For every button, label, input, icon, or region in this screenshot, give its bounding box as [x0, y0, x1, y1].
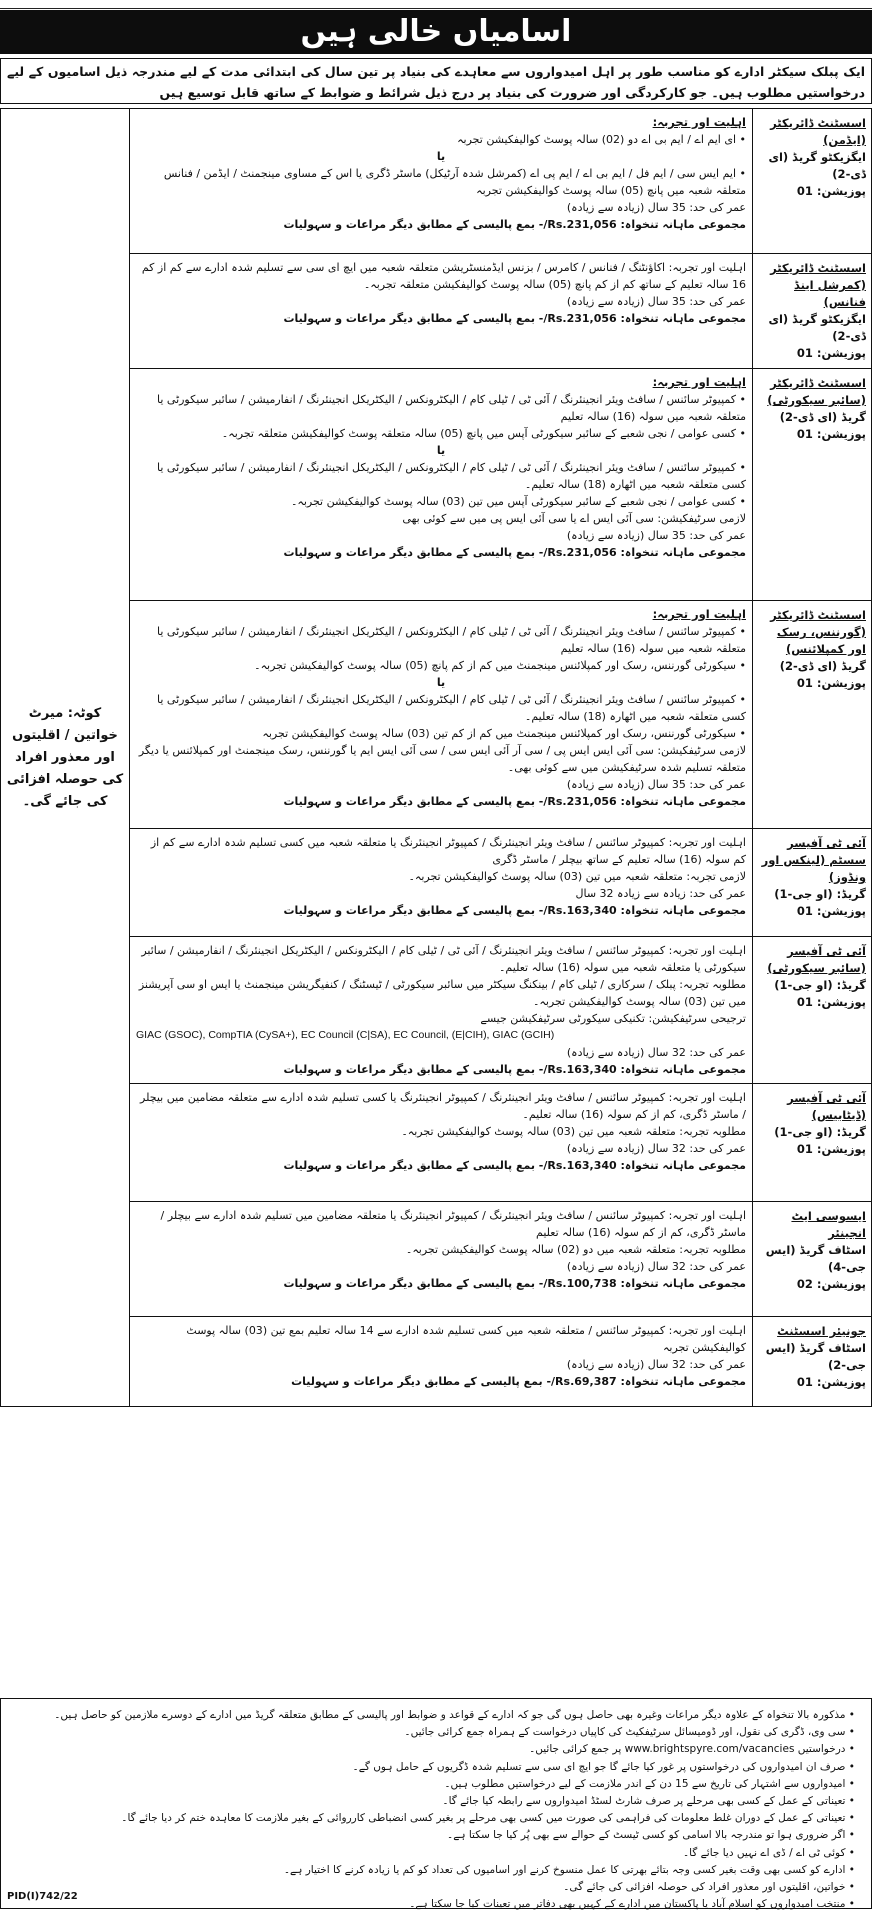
requirement-line: اہلیت اور تجربہ: کمپیوٹر سائنس / سافٹ ویئر انجینئرنگ / کمپیوٹر انجینئرنگ یا متعلقہ مضامین میں تسلیم شدہ ادارے سے بیچلر / ماسٹر ڈگری، کم از کم سولہ (16) سالہ تعلیم [160, 1209, 746, 1239]
quota-title: کوٹہ: میرٹ [28, 705, 102, 721]
note-item: • تعیناتی کے عمل کے کسی بھی مرحلے پر صرف شارٹ لسٹڈ امیدواروں سے رابطہ کیا جائے گا۔ [11, 1793, 855, 1810]
post-positions: پوزیشن: 02 [796, 1277, 866, 1291]
qualification-heading: اہلیت اور تجربہ: [652, 375, 746, 389]
post-title: اسسٹنٹ ڈائریکٹر (ایڈمن) [770, 116, 866, 147]
post-title: اسسٹنٹ ڈائریکٹر (گورننس، رسک اور کمپلائنس) [770, 608, 866, 656]
job-row [1, 829, 872, 937]
requirement-line: عمر کی حد: 35 سال (زیادہ سے زیادہ) [566, 295, 746, 308]
post-cell [753, 254, 872, 369]
qualification-heading: اہلیت اور تجربہ: [652, 607, 746, 621]
post-positions: پوزیشن: 01 [796, 904, 866, 918]
notes-list [1, 1699, 871, 1913]
requirement-line: اہلیت اور تجربہ: اکاؤنٹنگ / فنانس / کامرس / بزنس ایڈمنسٹریشن متعلقہ شعبہ میں ایچ ای سی سے تسلیم شدہ ادارے سے کم از کم 16 سالہ تعلیم کے ساتھ کم از کم پانچ (05) سالہ پوسٹ کوالیفکیشن متعلقہ تجربہ۔ [141, 261, 746, 291]
job-details-cell [130, 937, 753, 1084]
salary-line: مجموعی ماہانہ تنخواہ: Rs.163,340/- بمع پالیسی کے مطابق دیگر مراعات و سہولیات [283, 1159, 746, 1172]
requirement-line: • کمپیوٹر سائنس / سافٹ ویئر انجینئرنگ / آئی ٹی / ٹیلی کام / الیکٹرونکس / الیکٹریکل انجینئرنگ / انفارمیشن / سائبر سیکورٹی یا کسی متعلقہ شعبہ میں اٹھارہ (18) سالہ تعلیم۔ [156, 693, 746, 723]
job-details-cell [130, 601, 753, 829]
requirement-line: اہلیت اور تجربہ: کمپیوٹر سائنس / سافٹ ویئر انجینئرنگ / کمپیوٹر انجینئرنگ یا متعلقہ شعبہ میں کسی تسلیم شدہ ادارے سے کم از کم سولہ (16) سالہ تعلیم کے ساتھ بیچلر / ماسٹر ڈگری [150, 836, 746, 866]
or-separator: یا [436, 444, 446, 457]
post-positions: پوزیشن: 01 [796, 1142, 866, 1156]
requirement-line: عمر کی حد: 32 سال (زیادہ سے زیادہ) [566, 1046, 746, 1059]
requirement-line: عمر کی حد: 32 سال (زیادہ سے زیادہ) [566, 1358, 746, 1371]
post-title: آئی ٹی آفیسر (ڈیٹابیس) [787, 1091, 866, 1122]
requirement-line: عمر کی حد: 35 سال (زیادہ سے زیادہ) [566, 529, 746, 542]
requirement-line: عمر کی حد: 35 سال (زیادہ سے زیادہ) [566, 201, 746, 214]
post-grade: گریڈ: (او جی-1) [774, 1125, 866, 1139]
salary-line: مجموعی ماہانہ تنخواہ: Rs.69,387/- بمع پالیسی کے مطابق دیگر مراعات و سہولیات [291, 1375, 746, 1388]
notes-box [0, 1698, 872, 1909]
requirement-line: مطلوبہ تجربہ: متعلقہ شعبہ میں تین (03) سالہ پوسٹ کوالیفکیشن تجربہ۔ [401, 1125, 746, 1138]
post-grade: اسٹاف گریڈ (ایس جی-2) [765, 1341, 866, 1372]
requirement-line: لازمی تجربہ: متعلقہ شعبہ میں تین (03) سالہ پوسٹ کوالیفکیشن تجربہ۔ [408, 870, 746, 883]
post-grade: گریڈ: (او جی-1) [774, 887, 866, 901]
job-details-cell [130, 829, 753, 937]
job-row [1, 1317, 872, 1407]
note-item: • خواتین، اقلیتوں اور معذور افراد کی حوصلہ افزائی کی جائے گی۔ [11, 1879, 855, 1896]
requirement-line: اہلیت اور تجربہ: کمپیوٹر سائنس / متعلقہ شعبہ میں کسی تسلیم شدہ ادارے سے 14 سالہ تعلیم بمع تین (03) سالہ پوسٹ کوالیفکیشن تجربہ [186, 1324, 746, 1354]
post-cell [753, 1202, 872, 1317]
note-item: • سی وی، ڈگری کی نقول، اور ڈومیسائل سرٹیفکیٹ کی کاپیاں درخواست کے ہمراہ جمع کرائی جائیں۔ [11, 1724, 855, 1741]
salary-line: مجموعی ماہانہ تنخواہ: Rs.163,340/- بمع پالیسی کے مطابق دیگر مراعات و سہولیات [283, 1063, 746, 1076]
post-positions: پوزیشن: 01 [796, 427, 866, 441]
requirement-line: عمر کی حد: زیادہ سے زیادہ 32 سال [575, 887, 746, 900]
salary-line: مجموعی ماہانہ تنخواہ: Rs.231,056/- بمع پالیسی کے مطابق دیگر مراعات و سہولیات [283, 546, 746, 559]
salary-line: مجموعی ماہانہ تنخواہ: Rs.231,056/- بمع پالیسی کے مطابق دیگر مراعات و سہولیات [283, 795, 746, 808]
requirement-line: • کمپیوٹر سائنس / سافٹ ویئر انجینئرنگ / آئی ٹی / ٹیلی کام / الیکٹرونکس / الیکٹریکل انجینئرنگ / انفارمیشن / سائبر سیکورٹی یا متعلقہ شعبہ میں سولہ (16) سالہ تعلیم [156, 393, 746, 423]
requirement-line: • سیکورٹی گورننس، رسک اور کمپلائنس مینجمنٹ میں کم از کم تین (03) سالہ پوسٹ کوالیفکیشن تجربہ [262, 727, 746, 740]
post-cell [753, 1084, 872, 1202]
job-row [1, 601, 872, 829]
post-positions: پوزیشن: 01 [796, 995, 866, 1009]
post-title: اسسٹنٹ ڈائریکٹر (سائبر سیکورٹی) [767, 376, 866, 407]
requirement-line: لازمی سرٹیفکیشن: سی آئی ایس ایس پی / سی آر آئی ایس سی / سی آئی ایس ایم یا گورننس، رسک مینجمنٹ اور کمپلائنس یا دیگر متعلقہ تسلیم شدہ سرٹیفکیشن میں سے کوئی بھی۔ [138, 744, 746, 774]
post-positions: پوزیشن: 01 [796, 676, 866, 690]
note-item: • ادارے کو کسی بھی وقت بغیر کسی وجہ بتائے بھرتی کا عمل منسوخ کرنے اور اسامیوں کی تعداد کو کم یا زیادہ کرنے کا اختیار ہے۔ [11, 1862, 855, 1879]
job-row [1, 109, 872, 254]
job-details-cell [130, 1084, 753, 1202]
requirement-line: عمر کی حد: 32 سال (زیادہ سے زیادہ) [566, 1260, 746, 1273]
requirement-line: • کسی عوامی / نجی شعبے کے سائبر سیکورٹی آپس میں تین (03) سالہ پوسٹ کوالیفکیشن تجربہ۔ [290, 495, 746, 508]
post-grade: ایگزیکٹو گریڈ (ای ڈی-2) [768, 312, 866, 343]
job-details-cell [130, 1317, 753, 1407]
note-item: • منتخب امیدواروں کو اسلام آباد یا پاکستان میں ادارے کے کہیں بھی دفاتر میں تعینات کیا جا سکتا ہے۔ [11, 1896, 855, 1913]
quota-cell [1, 109, 130, 1407]
publication-id: PID(I)742/22 [7, 1891, 78, 1902]
note-item: • مذکورہ بالا تنخواہ کے علاوہ دیگر مراعات وغیرہ بھی حاصل ہوں گی جو کہ ادارے کے قواعد و ضوابط اور پالیسی کے مطابق متعلقہ گریڈ میں ادارے کے دوسرے ملازمین کو حاصل ہیں۔ [11, 1707, 855, 1724]
qualification-heading: اہلیت اور تجربہ: [652, 115, 746, 129]
post-cell [753, 829, 872, 937]
salary-line: مجموعی ماہانہ تنخواہ: Rs.100,738/- بمع پالیسی کے مطابق دیگر مراعات و سہولیات [283, 1277, 746, 1290]
job-row [1, 254, 872, 369]
post-grade: گریڈ (ای ڈی-2) [779, 410, 866, 424]
post-grade: گریڈ: (او جی-1) [774, 978, 866, 992]
job-row [1, 1202, 872, 1317]
post-positions: پوزیشن: 01 [796, 346, 866, 360]
post-cell [753, 937, 872, 1084]
note-item: • کوئی ٹی اے / ڈی اے نہیں دیا جائے گا۔ [11, 1845, 855, 1862]
post-title: آئی ٹی آفیسر سسٹم (لینکس اور ونڈوز) [761, 836, 866, 884]
requirement-line: • ای ایم اے / ایم بی اے دو (02) سالہ پوسٹ کوالیفکیشن تجربہ [457, 133, 746, 146]
certification-list: GIAC (GSOC), CompTIA (CySA+), EC Council (C|SA), EC Council, (E|CIH), GIAC (GCIH) [136, 1029, 555, 1041]
requirement-line: مطلوبہ تجربہ: پبلک / سرکاری / ٹیلی کام / بینکنگ سیکٹر میں سائبر سیکورٹی / ٹیسٹنگ / کنفیگریشن مینجمنٹ یا ایس او سی آپریشنز میں تین (03) سالہ پوسٹ کوالیفکیشن تجربہ۔ [138, 978, 746, 1008]
post-cell [753, 109, 872, 254]
requirement-line: عمر کی حد: 35 سال (زیادہ سے زیادہ) [566, 778, 746, 791]
requirement-line: اہلیت اور تجربہ: کمپیوٹر سائنس / سافٹ ویئر انجینئرنگ / کمپیوٹر انجینئرنگ یا کسی تسلیم شدہ ادارے سے متعلقہ مضامین میں بیچلر / ماسٹر ڈگری، کم از کم سولہ (16) سالہ تعلیم۔ [140, 1091, 746, 1121]
note-item: • امیدواروں سے اشتہار کی تاریخ سے 15 دن کے اندر ملازمت کے لیے درخواستیں مطلوب ہیں۔ [11, 1776, 855, 1793]
job-details-cell [130, 254, 753, 369]
post-cell [753, 1317, 872, 1407]
requirement-line: • سیکورٹی گورننس، رسک اور کمپلائنس مینجمنٹ میں کم از کم پانچ (05) سالہ پوسٹ کوالیفکیشن تجربہ۔ [254, 659, 746, 672]
requirement-line: • کمپیوٹر سائنس / سافٹ ویئر انجینئرنگ / آئی ٹی / ٹیلی کام / الیکٹرونکس / الیکٹریکل انجینئرنگ / انفارمیشن / سائبر سیکورٹی یا متعلقہ شعبہ میں سولہ (16) سالہ تعلیم [156, 625, 746, 655]
post-positions: پوزیشن: 01 [796, 184, 866, 198]
requirement-line: • کمپیوٹر سائنس / سافٹ ویئر انجینئرنگ / آئی ٹی / ٹیلی کام / الیکٹرونکس / الیکٹریکل انجینئرنگ / انفارمیشن / سائبر سیکورٹی یا کسی متعلقہ شعبہ میں اٹھارہ (18) سالہ تعلیم۔ [156, 461, 746, 491]
page-title: اسامیاں خالی ہیں [0, 10, 872, 54]
job-row [1, 1084, 872, 1202]
post-title: جونیئر اسسٹنٹ [777, 1324, 866, 1338]
post-grade: اسٹاف گریڈ (ایس جی-4) [765, 1243, 866, 1274]
requirement-line: • کسی عوامی / نجی شعبے کے سائبر سیکورٹی آپس میں پانچ (05) سالہ متعلقہ پوسٹ کوالیفکیشن متعلقہ تجربہ۔ [221, 427, 746, 440]
post-title: ایسوسی ایٹ انجینئر [791, 1209, 866, 1240]
requirement-line: • ایم ایس سی / ایم فل / ایم بی اے / ایم پی اے (کمرشل شدہ آرٹیکل) ماسٹر ڈگری یا اس کے مساوی مینجمنٹ / ایڈمن / فنانس متعلقہ شعبہ میں پانچ (05) سالہ پوسٹ کوالیفکیشن تجربہ [163, 167, 746, 197]
or-separator: یا [436, 676, 446, 689]
post-title: اسسٹنٹ ڈائریکٹر (کمرشل اینڈ فنانس) [770, 261, 866, 309]
post-grade: ایگزیکٹو گریڈ (ای ڈی-2) [768, 150, 866, 181]
post-title: آئی ٹی آفیسر (سائبر سیکورٹی) [767, 944, 866, 975]
note-item: • درخواستیں www.brightspyre.com/vacancies پر جمع کرائی جائیں۔ [11, 1741, 855, 1758]
job-row [1, 369, 872, 601]
post-positions: پوزیشن: 01 [796, 1375, 866, 1389]
intro-paragraph: ایک پبلک سیکٹر ادارے کو مناسب طور پر اہل امیدواروں سے معاہدے کی بنیاد پر تین سال کی ابتدائی مدت کے لیے مندرجہ ذیل اسامیوں کے لیے درخواستیں مطلوب ہیں۔ جو کارکردگی اور ضرورت کی بنیاد پر درج ذیل شرائط و ضوابط کے ساتھ قابل توسیع ہیں [0, 58, 872, 104]
salary-line: مجموعی ماہانہ تنخواہ: Rs.163,340/- بمع پالیسی کے مطابق دیگر مراعات و سہولیات [283, 904, 746, 917]
quota-text: خواتین / اقلیتوں اور معذور افراد کی حوصلہ افزائی کی جائے گی۔ [6, 727, 124, 809]
requirement-line: مطلوبہ تجربہ: متعلقہ شعبہ میں دو (02) سالہ پوسٹ کوالیفکیشن تجربہ۔ [405, 1243, 746, 1256]
top-strip [0, 0, 872, 9]
post-cell [753, 369, 872, 601]
job-details-cell [130, 1202, 753, 1317]
job-details-cell [130, 369, 753, 601]
note-item: • صرف ان امیدواروں کی درخواستوں پر غور کیا جائے گا جو ایچ ای سی سے تسلیم شدہ ڈگریوں کے حامل ہوں گے۔ [11, 1759, 855, 1776]
requirement-line: عمر کی حد: 32 سال (زیادہ سے زیادہ) [566, 1142, 746, 1155]
requirement-line: ترجیحی سرٹیفکیشن: تکنیکی سیکورٹی سرٹیفکیشن جیسے [480, 1012, 746, 1025]
requirement-line: لازمی سرٹیفکیشن: سی آئی ایس اے یا سی آئی ایس پی میں سے کوئی بھی [402, 512, 746, 525]
vacancies-table [0, 108, 872, 1407]
post-grade: گریڈ (ای ڈی-2) [779, 659, 866, 673]
salary-line: مجموعی ماہانہ تنخواہ: Rs.231,056/- بمع پالیسی کے مطابق دیگر مراعات و سہولیات [283, 312, 746, 325]
note-item: • تعیناتی کے عمل کے دوران غلط معلومات کی فراہمی کی صورت میں کسی بھی مرحلے پر بغیر کسی انضباطی کارروائی کے بغیر ملازمت کا معاہدہ ختم کر دیا جائے گا۔ [11, 1810, 855, 1827]
salary-line: مجموعی ماہانہ تنخواہ: Rs.231,056/- بمع پالیسی کے مطابق دیگر مراعات و سہولیات [283, 218, 746, 231]
job-details-cell [130, 109, 753, 254]
note-item: • اگر ضروری ہوا تو مندرجہ بالا اسامی کو کسی ٹیسٹ کے حوالے سے بھی پُر کیا جا سکتا ہے۔ [11, 1827, 855, 1844]
post-cell [753, 601, 872, 829]
requirement-line: اہلیت اور تجربہ: کمپیوٹر سائنس / سافٹ ویئر انجینئرنگ / آئی ٹی / ٹیلی کام / الیکٹرونکس / الیکٹریکل انجینئرنگ / انفارمیشن / سائبر سیکورٹی یا متعلقہ شعبہ میں سولہ (16) سالہ تعلیم۔ [141, 944, 746, 974]
job-row [1, 937, 872, 1084]
or-separator: یا [436, 150, 446, 163]
